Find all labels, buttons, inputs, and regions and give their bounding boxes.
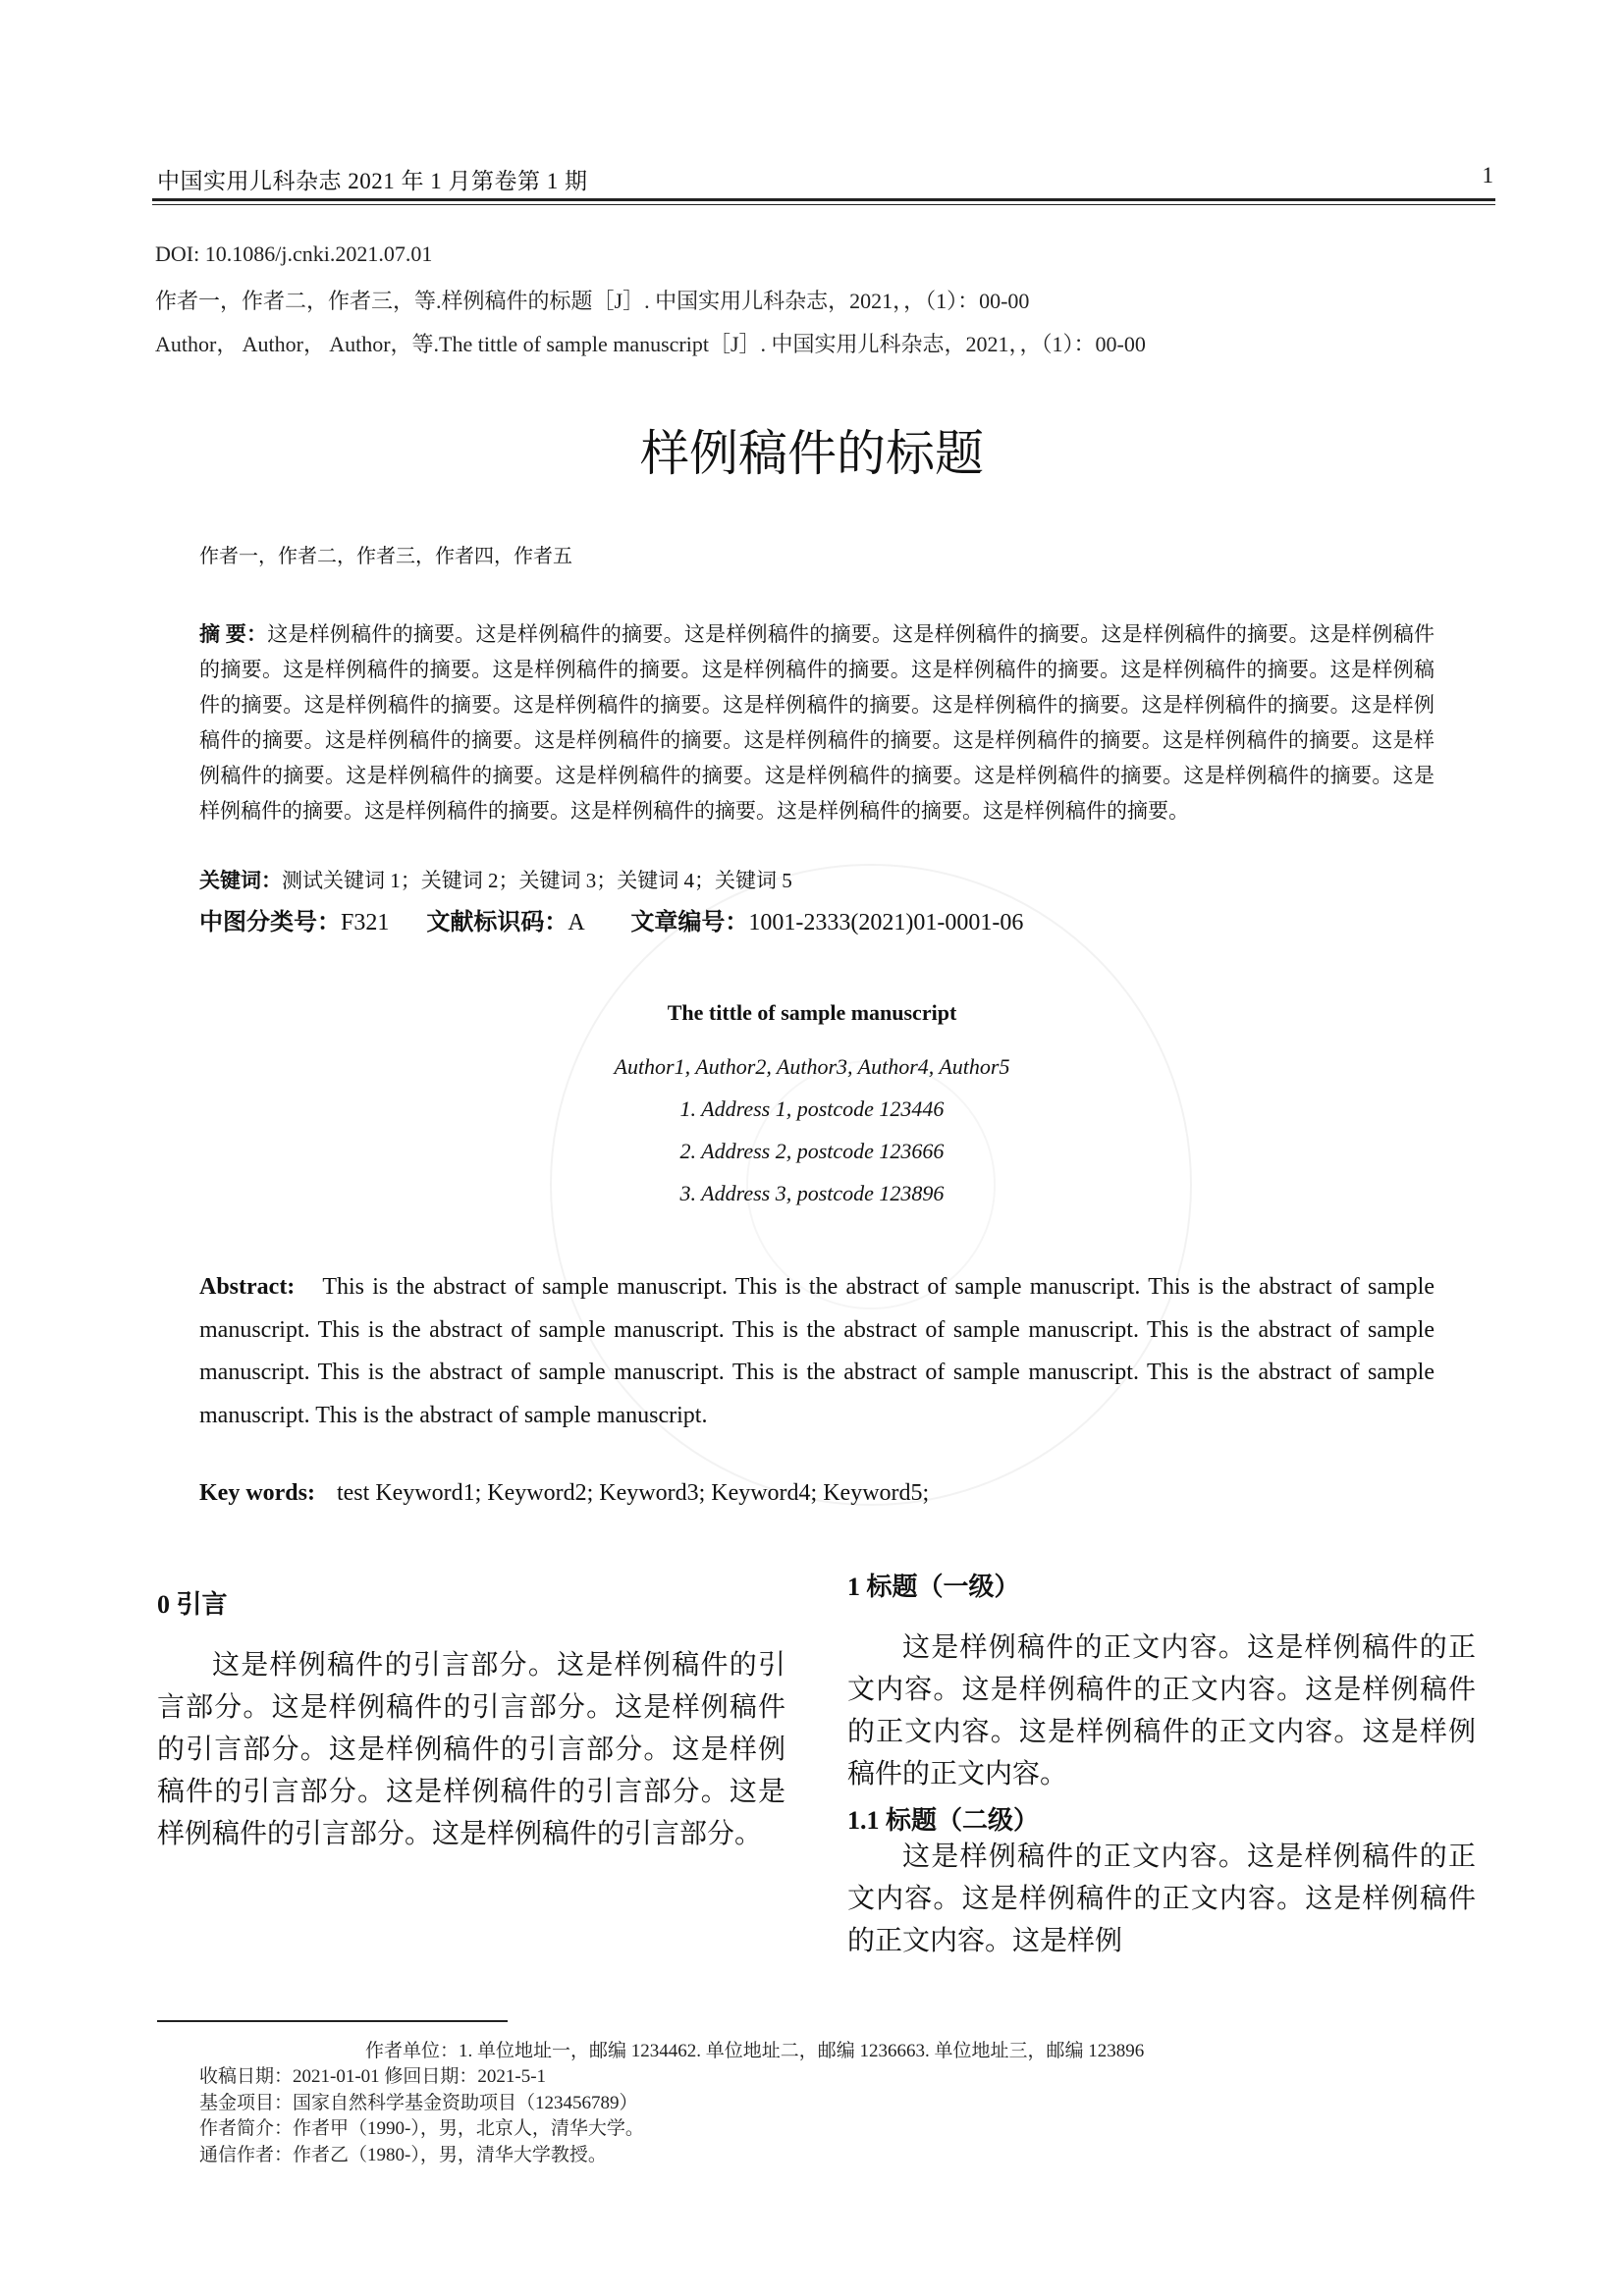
header-rule-thin [152, 204, 1495, 205]
paper-title-en: The tittle of sample manuscript [667, 1000, 957, 1025]
abstract-cn [199, 616, 1435, 828]
footnote-corresponding: 通信作者：作者乙（1980-），男，清华大学教授。 [199, 2145, 607, 2165]
abstract-cn-text: 这是样例稿件的摘要。这是样例稿件的摘要。这是样例稿件的摘要。这是样例稿件的摘要。这是样例稿件的摘要。这是样例稿件的摘要。这是样例稿件的摘要。这是样例稿件的摘要。这是样例稿件的摘要。这是样例稿件的摘要。这是样例稿件的摘要。这是样例稿件的摘要。这是样例稿件的摘要。这是样例稿件的摘要。这是样例稿件的摘要。这是样例稿件的摘要。这是样例稿件的摘要。这是样例稿件的摘要。这是样例稿件的摘要。这是样例稿件的摘要。这是样例稿件的摘要。这是样例稿件的摘要。这是样例稿件的摘要。这是样例稿件的摘要。这是样例稿件的摘要。这是样例稿件的摘要。这是样例稿件的摘要。这是样例稿件的摘要。这是样例稿件的摘要。这是样例稿件的摘要。这是样例稿件的摘要。这是样例稿件的摘要。这是样例稿件的摘要。这是样例稿件的摘要。 [199, 622, 1435, 823]
keywords-cn-label: 关键词： [199, 869, 282, 892]
address-3: 3. Address 3, postcode 123896 [679, 1181, 945, 1205]
footnote-funding: 基金项目：国家自然科学基金资助项目（123456789） [199, 2093, 638, 2113]
doc-code-value: A [568, 910, 584, 935]
section-1-1-text: 这是样例稿件的正文内容。这是样例稿件的正文内容。这是样例稿件的正文内容。这是样例稿件的正文内容。这是样例 [847, 1842, 1476, 1956]
authors-cn: 作者一，作者二，作者三，作者四，作者五 [199, 546, 572, 567]
doc-code-label: 文献标识码： [426, 910, 568, 935]
paper-title-cn: 样例稿件的标题 [640, 425, 984, 482]
address-2: 2. Address 2, postcode 123666 [679, 1139, 945, 1163]
section-heading-intro: 0 引言 [157, 1590, 228, 1619]
citation-cn: 作者一，作者二，作者三，等.样例稿件的标题［J］. 中国实用儿科杂志，2021，，（1）：00-00 [155, 289, 1030, 313]
classification-line [199, 902, 1023, 936]
keywords-cn [199, 865, 792, 894]
abstract-en-label: Abstract: [199, 1274, 296, 1300]
keywords-en [199, 1480, 929, 1507]
abstract-en [199, 1266, 1435, 1437]
article-number-label: 文章编号： [630, 910, 749, 935]
section-heading-1-1: 1.1 标题（二级） [847, 1806, 1040, 1835]
section-heading-1: 1 标题（一级） [847, 1573, 1020, 1601]
clc-label: 中图分类号： [199, 910, 341, 935]
abstract-en-text: This is the abstract of sample manuscript. This is the abstract of sample manuscript. This is the abstract of sample manuscript. This is the abstract of sample manuscript. This is the abstract of sample manuscript. This is the abstract of sample manuscript. This is the abstract of sample manuscript. This is the abstract of sample manuscript. This is the abstract of sample manuscript. This is the abstract of sample manuscript. [199, 1274, 1435, 1428]
doi-line: DOI: 10.1086/j.cnki.2021.07.01 [155, 241, 433, 266]
footnote-bio: 作者简介：作者甲（1990-），男，北京人，清华大学。 [199, 2118, 644, 2139]
address-1: 1. Address 1, postcode 123446 [679, 1096, 945, 1121]
article-number-value: 1001-2333(2021)01-0001-06 [748, 910, 1024, 935]
citation-en: Author， Author， Author，等.The tittle of sample manuscript［J］. 中国实用儿科杂志，2021，，（1）：00-00 [155, 332, 1146, 356]
keywords-cn-text: 测试关键词 1；关键词 2；关键词 3；关键词 4；关键词 5 [282, 869, 792, 892]
header-rule-thick [152, 198, 1495, 201]
authors-en: Author1, Author2, Author3, Author4, Author5 [614, 1054, 1010, 1079]
footnote-rule [157, 2020, 508, 2022]
clc-value: F321 [341, 910, 390, 935]
keywords-en-text: test Keyword1; Keyword2; Keyword3; Keyword4; Keyword5; [336, 1480, 930, 1506]
keywords-en-label: Key words: [199, 1480, 315, 1506]
footnote-affiliation: 作者单位：1. 单位地址一，邮编 1234462. 单位地址二，邮编 1236663. 单位地址三，邮编 123896 [365, 2041, 1145, 2061]
page-number: 1 [1482, 163, 1493, 187]
journal-header: 中国实用儿科杂志 2021 年 1 月第卷第 1 期 [157, 169, 588, 193]
intro-text: 这是样例稿件的引言部分。这是样例稿件的引言部分。这是样例稿件的引言部分。这是样例稿件的引言部分。这是样例稿件的引言部分。这是样例稿件的引言部分。这是样例稿件的引言部分。这是样例稿件的引言部分。这是样例稿件的引言部分。 [157, 1650, 785, 1849]
abstract-cn-label: 摘 要： [199, 622, 268, 646]
footnote-dates: 收稿日期：2021-01-01 修回日期：2021-5-1 [199, 2066, 547, 2087]
section-1-text: 这是样例稿件的正文内容。这是样例稿件的正文内容。这是样例稿件的正文内容。这是样例稿件的正文内容。这是样例稿件的正文内容。这是样例稿件的正文内容。 [847, 1632, 1476, 1789]
